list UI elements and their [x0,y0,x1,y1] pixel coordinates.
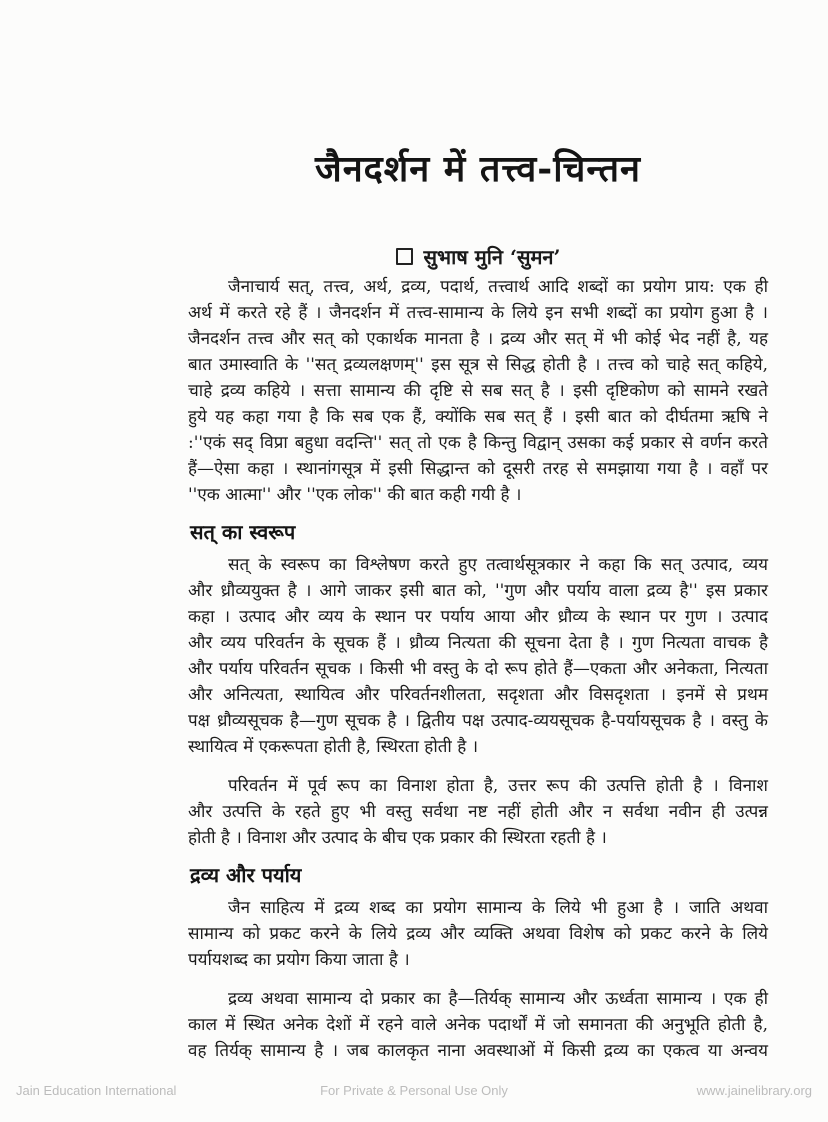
footer-publisher: Jain Education International [16,1083,177,1098]
author-byline [188,243,768,270]
author-name: सुभाष मुनि ‘सुमन’ [423,245,561,269]
paragraph-5 [188,986,768,1064]
text-line: पक्ष ध्रौव्यसूचक है—गुण सूचक है । द्वितीय पक्ष उत्पाद-व्ययसूचक है-पर्यायसूचक है । वस्तु के [188,711,768,731]
text-line: जैनाचार्य सत्, तत्त्व, अर्थ, द्रव्य, पदार्थ, तत्त्वार्थ आदि शब्दों का प्रयोग प्राय: एक ही [228,277,768,297]
paragraph-2 [188,552,768,760]
text-line: हुये यह कहा गया है कि सब एक हैं, क्योंकि सब सत् हैं । इसी बात को दीर्घतमा ऋषि ने [188,407,768,427]
text-line: परिवर्तन में पूर्व रूप का विनाश होता है, उत्तर रूप की उत्पत्ति होती है । विनाश [228,776,768,796]
text-line: बात उमास्वाति के ''सत् द्रव्यलक्षणम्'' इस सूत्र से सिद्ध होती है । तत्त्व को चाहे सत् कहिये, [188,355,768,375]
paragraph-4 [188,895,768,973]
body-text [188,274,768,1075]
text-line: जैनदर्शन तत्त्व और सत् को एकार्थक मानता है । द्रव्य और सत् में भी कोई भेद नहीं है, यह [188,329,768,349]
text-line: काल में स्थित अनेक देशों में रहने वाले अनेक पदार्थों में जो समानता की अनुभूति होती है, [188,1015,768,1035]
text-line: द्रव्य अथवा सामान्य दो प्रकार का है—तिर्यक् सामान्य और ऊर्ध्वता सामान्य । एक ही [228,989,768,1009]
footer-website: www.jainelibrary.org [696,1083,812,1098]
text-line: पर्यायशब्द का प्रयोग किया जाता है । [188,950,410,970]
text-line: और व्यय परिवर्तन के सूचक हैं । ध्रौव्य नित्यता की सूचना देता है । गुण नित्यता वाचक है [188,633,768,653]
scan-footer [0,1083,828,1103]
author-square-icon [396,248,413,265]
text-line: सत् के स्वरूप का विश्लेषण करते हुए तत्वार्थसूत्रकार ने कहा कि सत् उत्पाद, व्यय [228,555,768,575]
text-line: चाहे द्रव्य कहिये । सत्ता सामान्य की दृष्टि से सब सत् है । इसी दृष्टिकोण को सामने रखते [188,381,768,401]
text-line: सामान्य को प्रकट करने के लिये द्रव्य और व्यक्ति अथवा विशेष को प्रकट करने के लिये [188,924,768,944]
paragraph-1 [188,274,768,508]
paragraph-3 [188,773,768,851]
text-line: कहा । उत्पाद और व्यय के स्थान पर पर्याय आया और ध्रौव्य के स्थान पर गुण । उत्पाद [188,607,768,627]
text-line: ''एक आत्मा'' और ''एक लोक'' की बात कही गयी है । [188,485,522,505]
text-line: स्थायित्व में एकरूपता होती है, स्थिरता होती है । [188,737,479,757]
text-line: और अनित्यता, स्थायित्व और परिवर्तनशीलता, सदृशता और विसदृशता । इनमें से प्रथम [188,685,768,705]
text-line: अर्थ में करते रहे हैं । जैनदर्शन में तत्त्व-सामान्य के लिये इन सभी शब्दों का प्रयोग हुआ है । [188,303,768,323]
text-line: जैन साहित्य में द्रव्य शब्द का प्रयोग सामान्य के लिये भी हुआ है । जाति अथवा [228,898,768,918]
footer-usage-note: For Private & Personal Use Only [320,1083,508,1098]
text-line: होती है । विनाश और उत्पाद के बीच एक प्रकार की स्थिरता रहती है । [188,828,607,848]
text-line: और उत्पत्ति के रहते हुए भी वस्तु सर्वथा नष्ट नहीं होती और न सर्वथा नवीन ही उत्पन्न [188,802,768,822]
text-line: और ध्रौव्ययुक्त है । आगे जाकर इसी बात को, ''गुण और पर्याय वाला द्रव्य है'' इस प्रकार [188,581,768,601]
section-1-heading: सत् का स्वरूप [190,520,296,544]
text-line: वह तिर्यक् सामान्य है । जब कालकृत नाना अवस्थाओं में किसी द्रव्य का एकत्व या अन्वय [188,1041,768,1061]
text-line: :''एकं सद् विप्रा बहुधा वदन्ति'' सत् तो एक है किन्तु विद्वान् उसका कई प्रकार से वर्णन करते [188,433,768,453]
text-line: और पर्याय परिवर्तन सूचक । किसी भी वस्तु के दो रूप होते हैं—एकता और अनेकता, नित्यता [188,659,768,679]
section-2-heading: द्रव्य और पर्याय [190,863,302,887]
page-title: जैनदर्शन में तत्त्व-चिन्तन [314,148,641,190]
text-line: हैं—ऐसा कहा । स्थानांगसूत्र में इसी सिद्धान्त को दूसरी तरह से समझाया गया है । वहाँ पर [188,459,768,479]
